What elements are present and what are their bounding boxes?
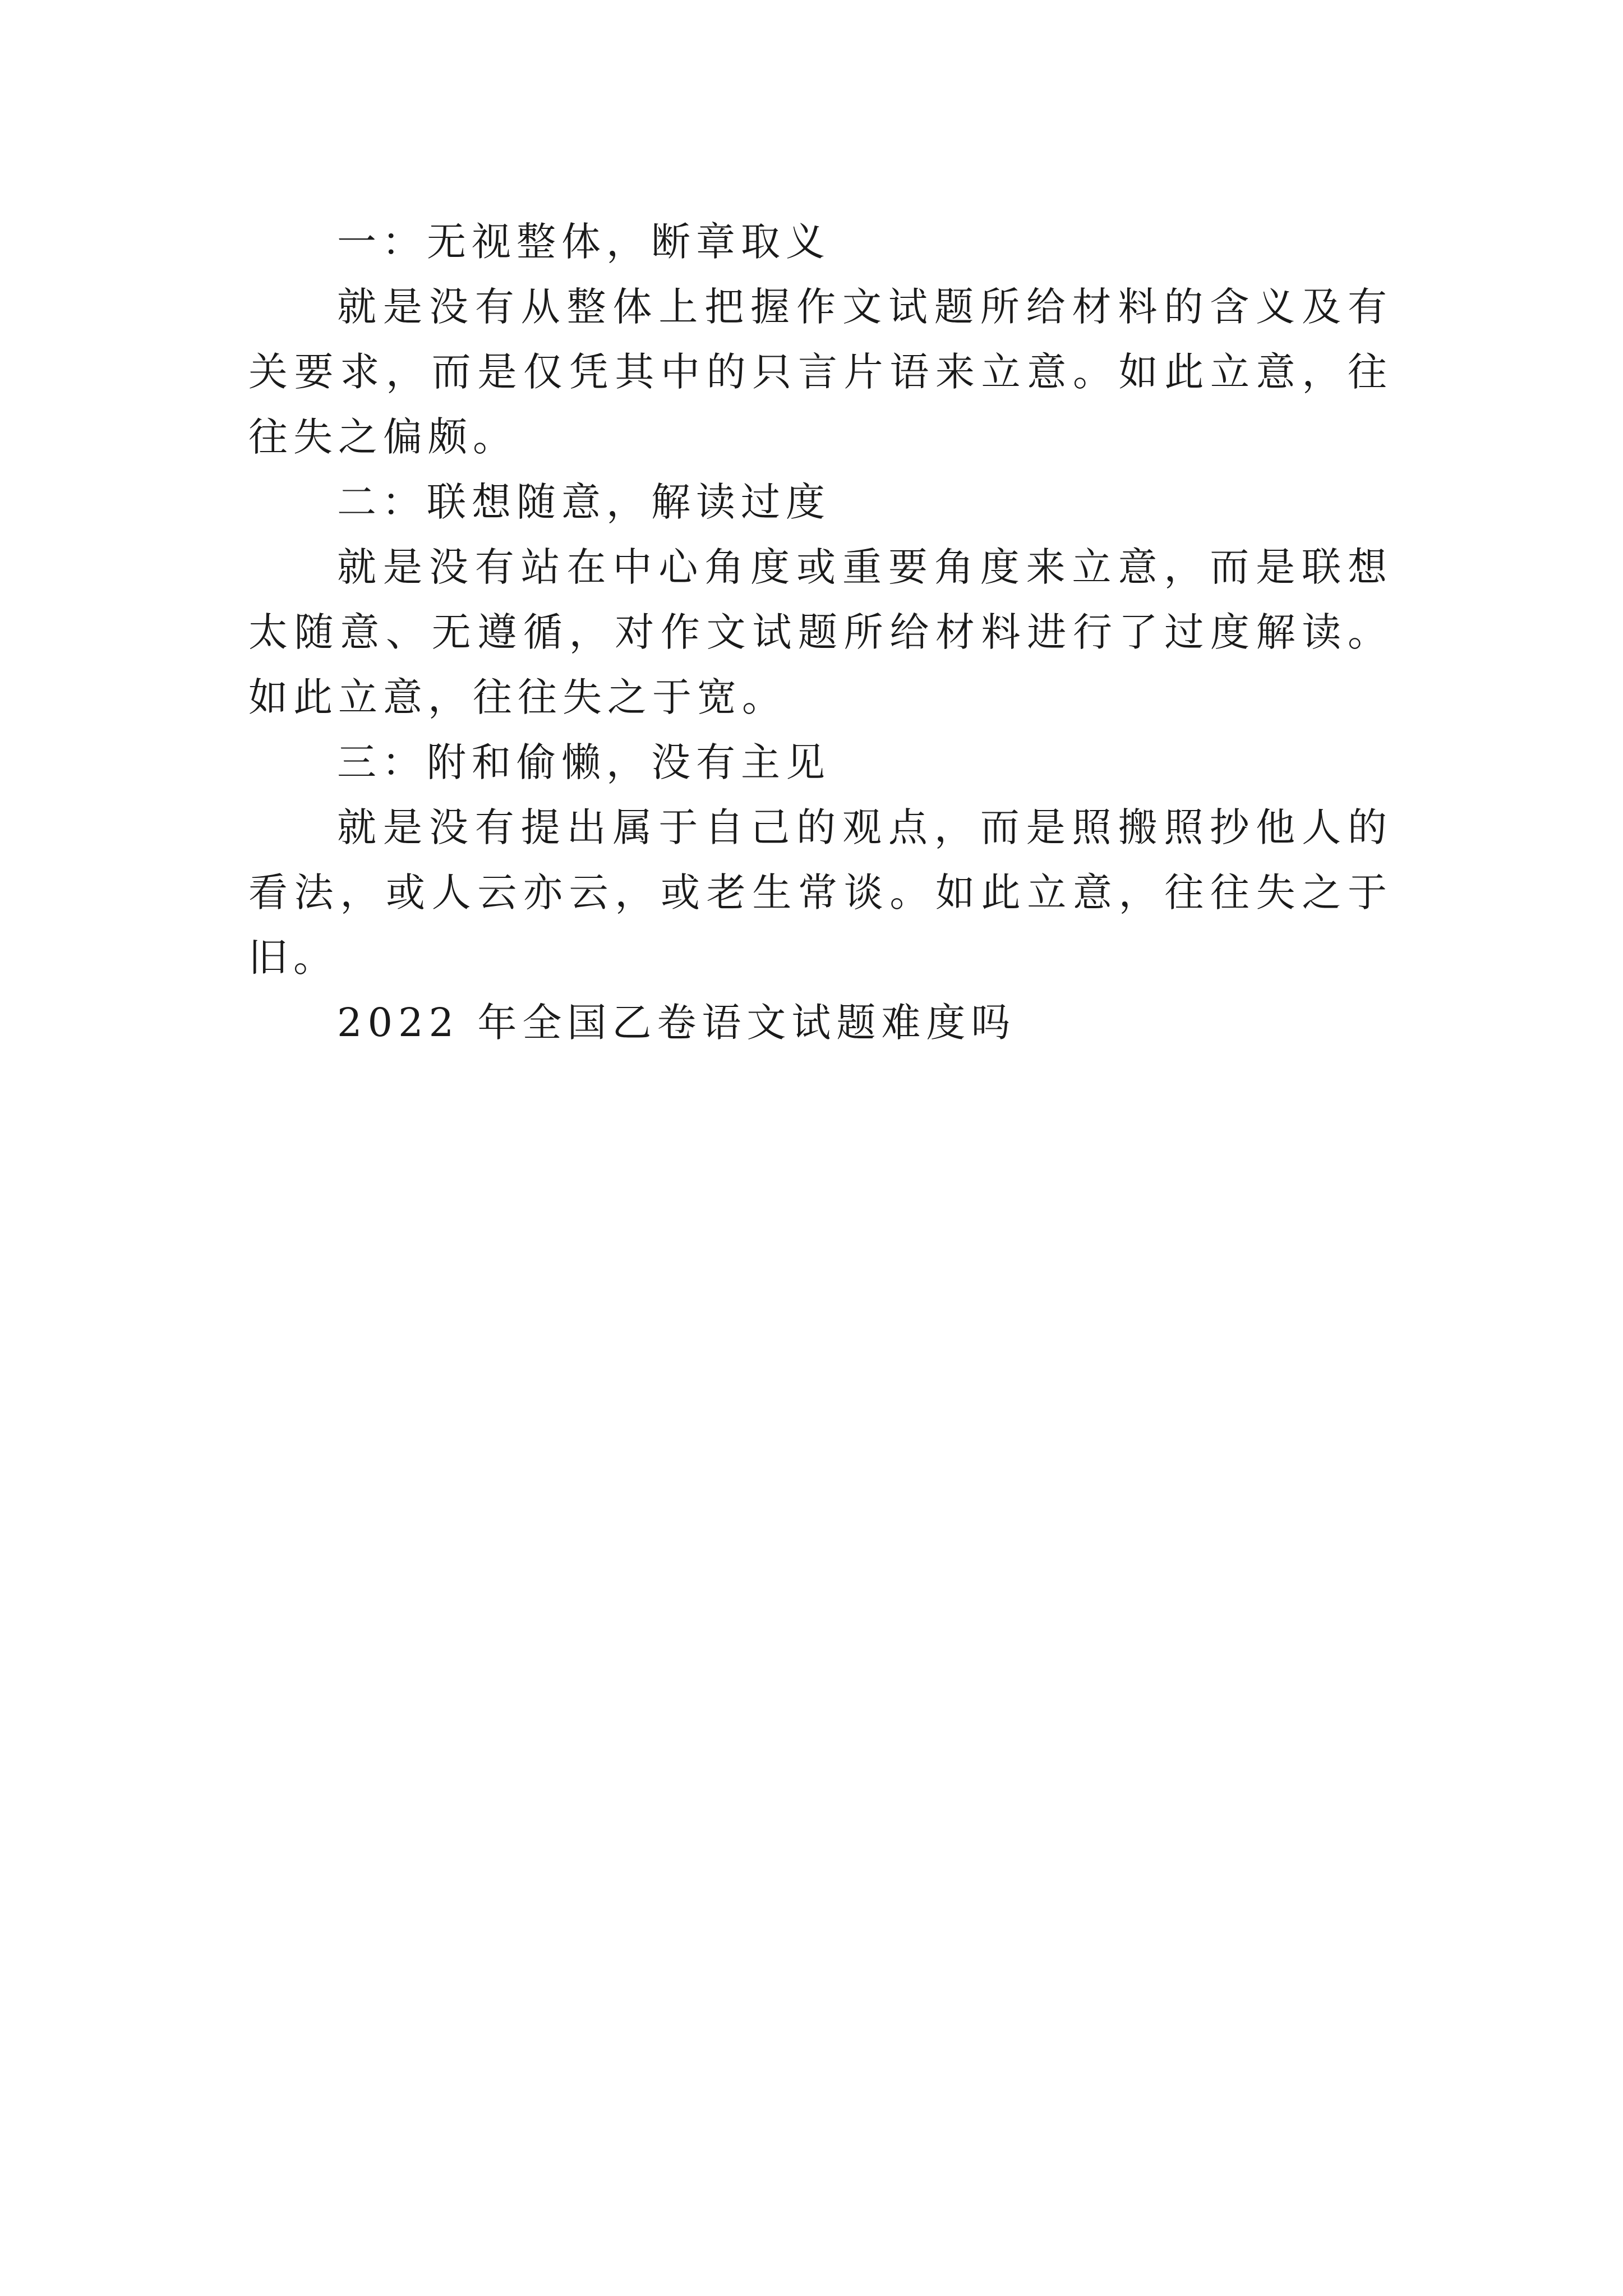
section-heading-1: 一：无视整体，断章取义 bbox=[337, 219, 831, 265]
section-paragraph-2: 就是没有站在中心角度或重要角度来立意，而是联想太随意、无遵循，对作文试题所给材料进行了过度解读。如此立意，往往失之于宽。 bbox=[248, 544, 1393, 720]
document-body bbox=[248, 209, 1393, 1055]
section-heading-2: 二：联想随意，解读过度 bbox=[337, 479, 831, 525]
section-heading-3: 三：附和偷懒，没有主见 bbox=[337, 739, 831, 785]
section-paragraph-3: 就是没有提出属于自己的观点，而是照搬照抄他人的看法，或人云亦云，或老生常谈。如此立意，往往失之于旧。 bbox=[248, 804, 1393, 981]
trailing-title-line: 2022 年全国乙卷语文试题难度吗 bbox=[337, 1000, 1016, 1046]
section-paragraph-1: 就是没有从整体上把握作文试题所给材料的含义及有关要求，而是仅凭其中的只言片语来立意。如此立意，往往失之偏颇。 bbox=[248, 284, 1393, 460]
